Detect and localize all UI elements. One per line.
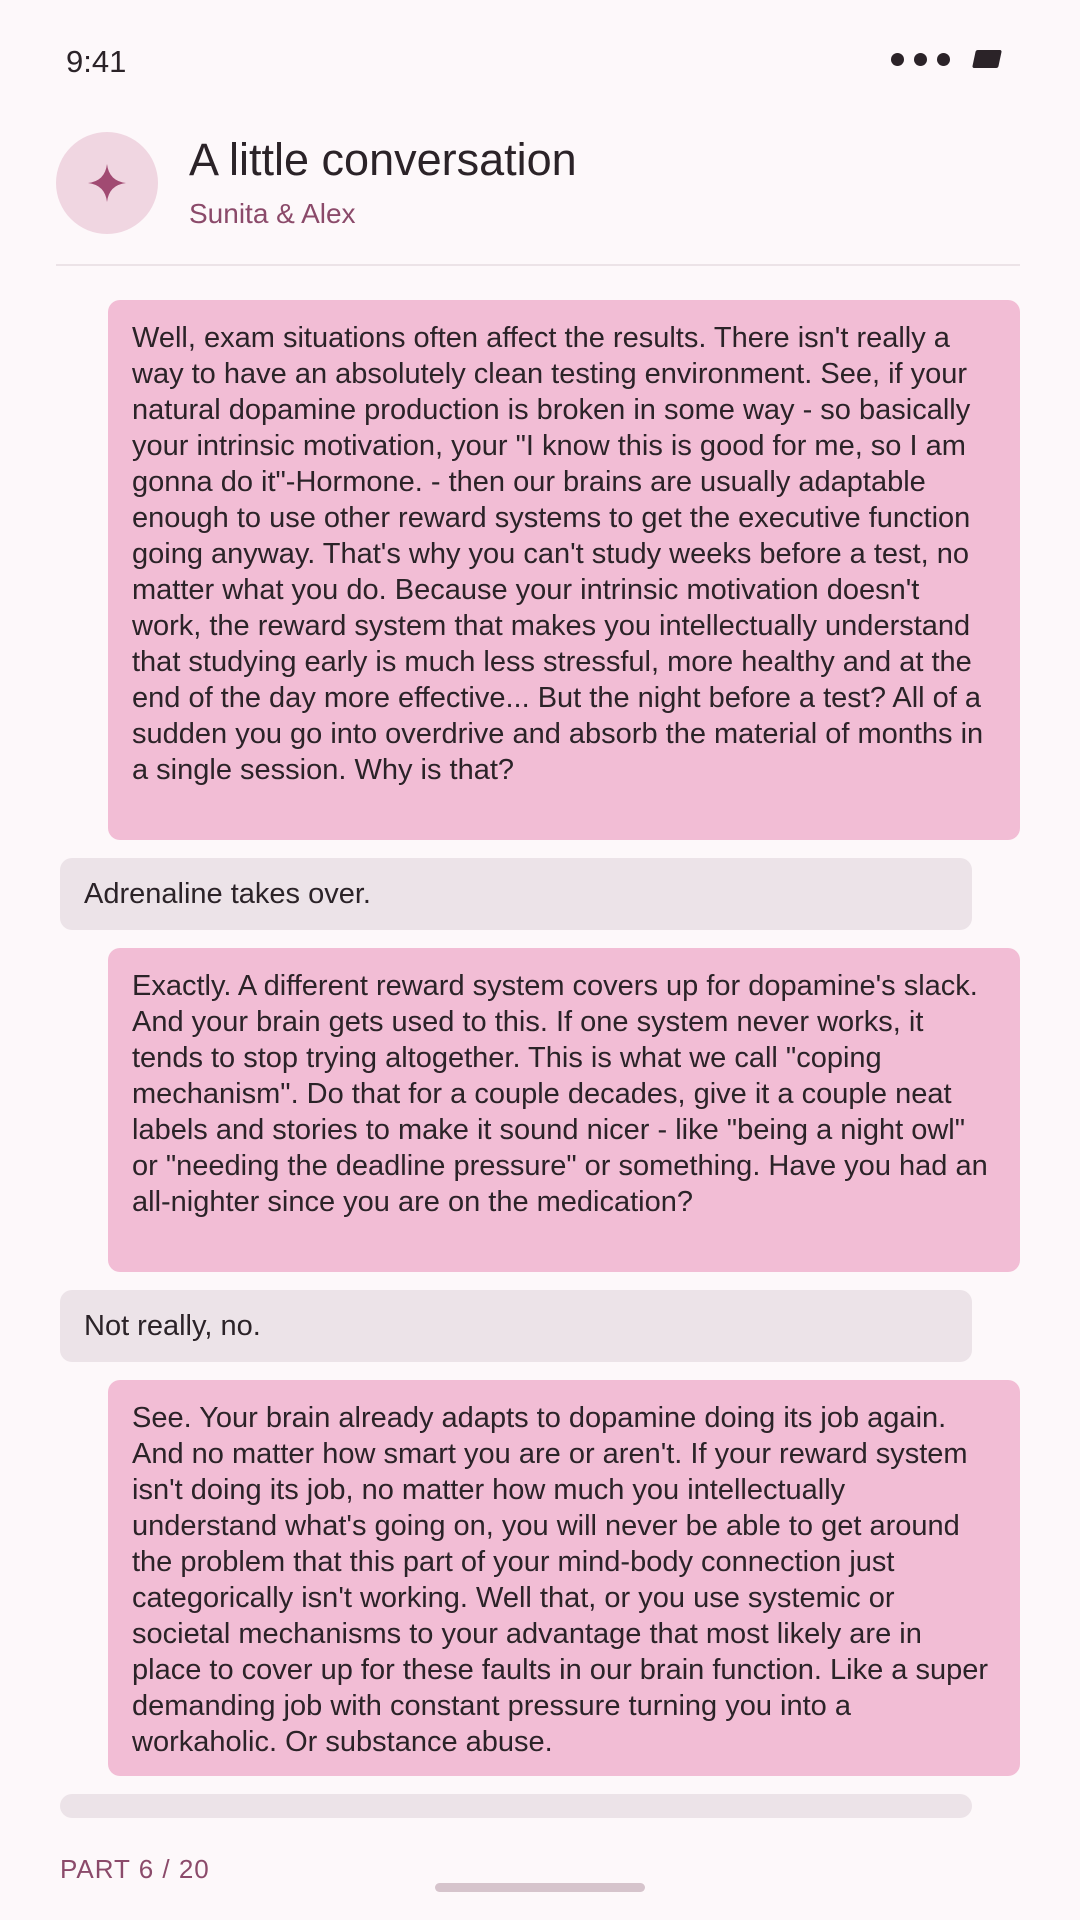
message-bubble-outgoing: See. Your brain already adapts to dopamine doing its job again. And no matter how smart you are or aren't. If your reward system isn't doing its job, no matter how much you intellectually understand what's going on, you will never be able to get around the problem that this part of your mind-body connection just categorically isn't working. Well that, or you use systemic or societal mechanisms to your advantage that most likely are in place to cover up for these faults in our brain function. Like a super demanding job with constant pressure turning you into a workaholic. Or substance abuse. (108, 1380, 1020, 1776)
conversation-title: A little conversation (189, 134, 577, 185)
status-bar (0, 0, 1080, 128)
battery-icon (972, 50, 1002, 68)
avatar[interactable] (56, 132, 158, 234)
message-bubble-outgoing: Well, exam situations often affect the results. There isn't really a way to have an absolutely clean testing environment. See, if your natural dopamine production is broken in some way - so basically your intrinsic motivation, your "I know this is good for me, so I am gonna do it"-Hormone. - then our brains are usually adaptable enough to use other reward systems to get the executive function going anyway. That's why you can't study weeks before a test, no matter what you do. Because your intrinsic motivation doesn't work, the reward system that makes you intellectually understand that studying early is much less stressful, more healthy and at the end of the day more effective... But the night before a test? All of a sudden you go into overdrive and absorb the material of months in a single session. Why is that? (108, 300, 1020, 840)
conversation-participants: Sunita & Alex (189, 198, 356, 229)
signal-dot-icon (937, 53, 950, 66)
status-icons (891, 50, 1000, 68)
sparkle-icon (87, 163, 127, 203)
signal-dot-icon (891, 53, 904, 66)
status-time: 9:41 (66, 44, 127, 79)
home-indicator[interactable] (435, 1883, 645, 1892)
conversation-header (56, 130, 1020, 266)
message-bubble-outgoing: Exactly. A different reward system covers up for dopamine's slack. And your brain gets used to this. If one system never works, it tends to stop trying altogether. This is what we call "coping mechanism". Do that for a couple decades, give it a couple neat labels and stories to make it sound nicer - like "being a night owl" or "needing the deadline pressure" or something. Have you had an all-nighter since you are on the medication? (108, 948, 1020, 1272)
message-bubble-incoming-partial (60, 1794, 972, 1818)
part-indicator: PART 6 / 20 (60, 1854, 210, 1884)
message-bubble-incoming: Not really, no. (60, 1290, 972, 1362)
message-bubble-incoming: Adrenaline takes over. (60, 858, 972, 930)
signal-dot-icon (914, 53, 927, 66)
